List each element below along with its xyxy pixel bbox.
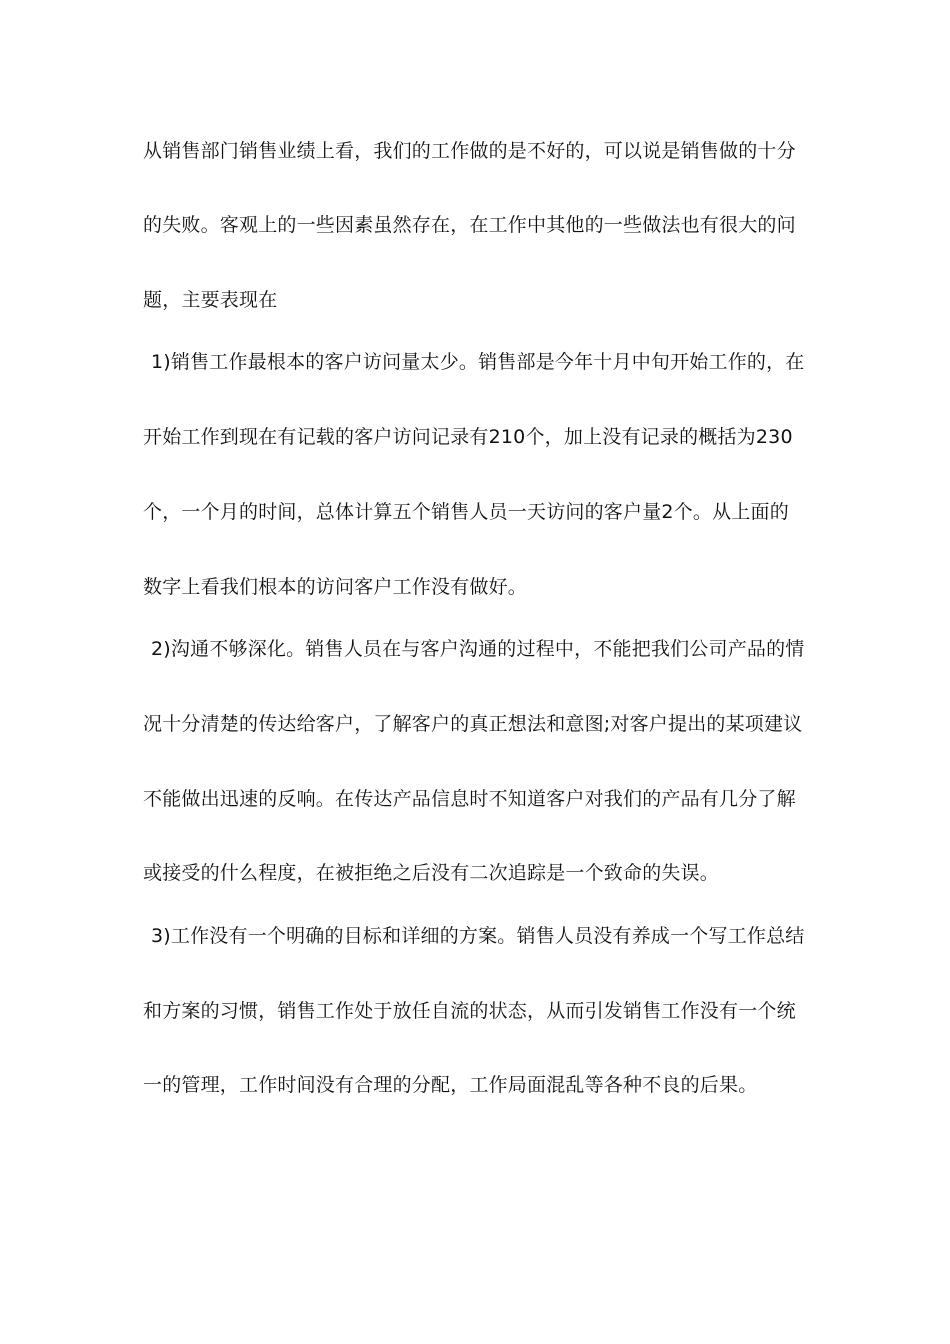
text-line: 况十分清楚的传达给客户，了解客户的真正想法和意图;对客户提出的某项建议	[143, 713, 803, 735]
text-line: 从销售部门销售业绩上看，我们的工作做的是不好的，可以说是销售做的十分	[143, 140, 796, 162]
list-item-1: 1)销售工作最根本的客户访问量太少。销售部是今年十月中旬开始工作的，在	[151, 351, 805, 373]
text-line: 数字上看我们根本的访问客户工作没有做好。	[143, 576, 528, 598]
text-line: 开始工作到现在有记载的客户访问记录有210个，加上没有记录的概括为230	[143, 426, 793, 448]
text-line: 不能做出迅速的反响。在传达产品信息时不知道客户对我们的产品有几分了解	[143, 788, 796, 810]
text-line: 和方案的习惯，销售工作处于放任自流的状态，从而引发销售工作没有一个统	[143, 1000, 796, 1022]
text-line: 题，主要表现在	[143, 289, 278, 311]
list-item-2: 2)沟通不够深化。销售人员在与客户沟通的过程中，不能把我们公司产品的情	[151, 638, 805, 660]
text-line: 的失败。客观上的一些因素虽然存在，在工作中其他的一些做法也有很大的问	[143, 214, 796, 236]
text-line: 一的管理，工作时间没有合理的分配，工作局面混乱等各种不良的后果。	[143, 1074, 758, 1096]
text-line: 或接受的什么程度，在被拒绝之后没有二次追踪是一个致命的失误。	[143, 862, 720, 884]
list-item-3: 3)工作没有一个明确的目标和详细的方案。销售人员没有养成一个写工作总结	[151, 925, 805, 947]
text-line: 个，一个月的时间，总体计算五个销售人员一天访问的客户量2个。从上面的	[143, 501, 789, 523]
